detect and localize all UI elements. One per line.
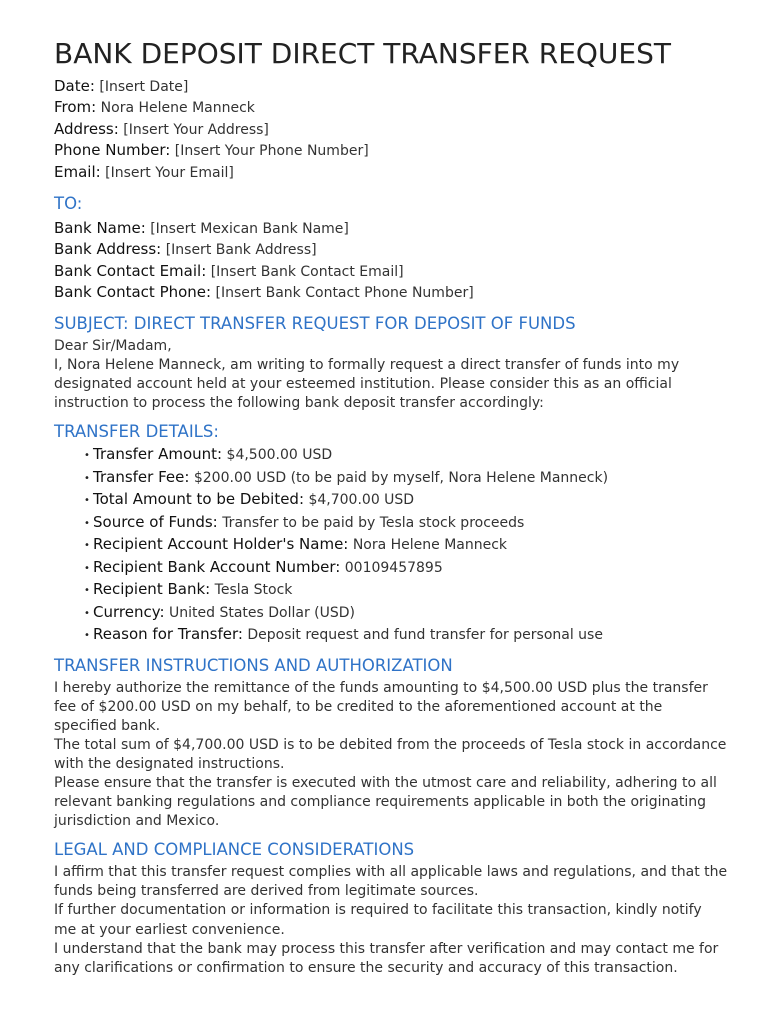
bank-address-field (54, 239, 728, 260)
item-label: Source of Funds: (93, 512, 218, 531)
instructions-heading: TRANSFER INSTRUCTIONS AND AUTHORIZATION (54, 655, 453, 675)
field-value: [Insert Your Email] (105, 164, 234, 181)
bank-contact-phone-field (54, 282, 728, 303)
subject-heading: SUBJECT: DIRECT TRANSFER REQUEST FOR DEPOSIT OF FUNDS (54, 313, 576, 333)
field-label: Bank Contact Phone: (54, 283, 212, 302)
item-value: Transfer to be paid by Tesla stock proceeds (222, 514, 525, 531)
item-value: 00109457895 (344, 559, 443, 576)
salutation: Dear Sir/Madam, (54, 337, 172, 354)
email-field (54, 162, 728, 183)
item-value: Deposit request and fund transfer for personal use (247, 627, 603, 644)
item-value: $200.00 USD (to be paid by myself, Nora Helene Manneck) (193, 469, 609, 486)
field-label: Date: (54, 77, 95, 95)
bullet-icon: • (84, 517, 90, 529)
field-label: Bank Contact Email: (54, 261, 207, 280)
transfer-details-list (54, 444, 728, 647)
to-heading: TO: (54, 194, 83, 214)
transfer-details-heading: TRANSFER DETAILS: (54, 422, 219, 442)
list-item (84, 512, 728, 535)
list-item (84, 467, 728, 490)
field-label: Phone Number: (54, 141, 171, 160)
list-item (84, 602, 728, 625)
bank-name-field (54, 218, 728, 239)
bullet-icon: • (84, 495, 90, 507)
item-value: Nora Helene Manneck (352, 537, 508, 554)
item-label: Recipient Account Holder's Name: (93, 535, 349, 554)
phone-field (54, 140, 728, 161)
item-label: Currency: (93, 602, 165, 621)
field-value: [Insert Bank Contact Phone Number] (215, 285, 474, 302)
instructions-paragraph: I hereby authorize the remittance of the funds amounting to $4,500.00 USD plus the transfer fee of $200.00 USD on my behalf, to be credited to the aforementioned account at the specified bank. (54, 679, 708, 734)
bullet-icon: • (84, 450, 90, 462)
bank-contact-email-field (54, 261, 728, 282)
item-value: $4,700.00 USD (308, 492, 415, 509)
legal-paragraph: If further documentation or information is required to facilitate this transaction, kindly notify me at your earliest convenience. (54, 902, 702, 938)
field-value: [Insert Bank Address] (165, 242, 317, 259)
item-label: Recipient Bank Account Number: (93, 557, 341, 576)
bullet-icon: • (84, 562, 90, 574)
legal-paragraph: I understand that the bank may process this transfer after verification and may contact me for any clarifications or confirmation to ensure the security and accuracy of this transaction. (54, 940, 719, 976)
item-label: Transfer Fee: (93, 467, 190, 486)
item-label: Transfer Amount: (93, 445, 223, 464)
bullet-icon: • (84, 472, 90, 484)
address-field (54, 119, 728, 140)
bullet-icon: • (84, 607, 90, 619)
bullet-icon: • (84, 630, 90, 642)
item-label: Total Amount to be Debited: (93, 490, 305, 509)
field-label: Email: (54, 162, 101, 181)
item-value: $4,500.00 USD (226, 447, 333, 464)
field-label: Bank Name: (54, 219, 146, 238)
field-label: Bank Address: (54, 240, 162, 259)
list-item (84, 534, 728, 557)
legal-heading: LEGAL AND COMPLIANCE CONSIDERATIONS (54, 840, 415, 860)
legal-paragraph: I affirm that this transfer request complies with all applicable laws and regulations, and that the funds being transferred are derived from legitimate sources. (54, 864, 728, 900)
field-value: [Insert Your Phone Number] (174, 143, 369, 160)
sender-info (54, 76, 728, 183)
field-label: Address: (54, 119, 119, 138)
list-item (84, 444, 728, 467)
field-value: [Insert Date] (99, 79, 189, 95)
list-item (84, 579, 728, 602)
date-field (54, 76, 728, 97)
document-title: BANK DEPOSIT DIRECT TRANSFER REQUEST (54, 37, 671, 70)
from-field (54, 97, 728, 118)
field-value: [Insert Bank Contact Email] (210, 263, 404, 280)
item-value: United States Dollar (USD) (169, 604, 355, 621)
item-value: Tesla Stock (214, 582, 293, 599)
recipient-info (54, 218, 728, 304)
subject-body: I, Nora Helene Manneck, am writing to formally request a direct transfer of funds into my designated account held at your esteemed institution. Please consider this as an official instruction to process the following bank deposit transfer accordingly: (54, 356, 680, 411)
item-label: Reason for Transfer: (93, 625, 243, 644)
list-item (84, 557, 728, 580)
instructions-paragraph: Please ensure that the transfer is executed with the utmost care and reliability, adhering to all relevant banking regulations and compliance requirements applicable in both the originating jurisdiction and Mexico. (54, 775, 717, 830)
instructions-paragraph: The total sum of $4,700.00 USD is to be debited from the proceeds of Tesla stock in accordance with the designated instructions. (54, 736, 727, 772)
list-item (84, 489, 728, 512)
bullet-icon: • (84, 540, 90, 552)
bullet-icon: • (84, 585, 90, 597)
field-label: From: (54, 98, 97, 117)
list-item (84, 624, 728, 647)
field-value: [Insert Mexican Bank Name] (150, 221, 349, 238)
field-value: [Insert Your Address] (123, 121, 269, 138)
item-label: Recipient Bank: (93, 580, 211, 599)
field-value: Nora Helene Manneck (100, 100, 255, 117)
